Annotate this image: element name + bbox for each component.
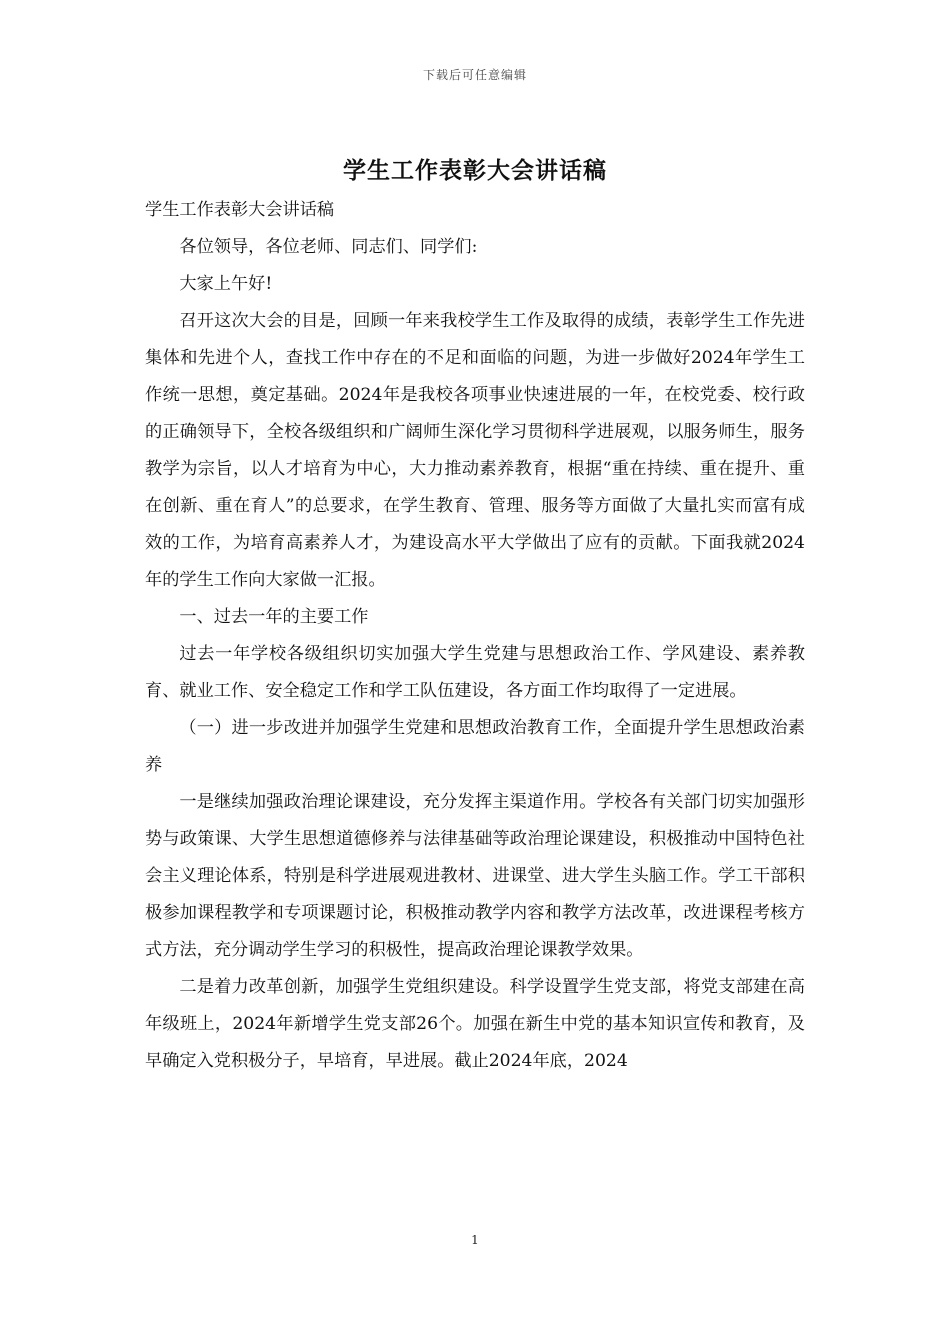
paragraph-salutation: 各位领导，各位老师、同志们、同学们: [179,237,478,257]
paragraph-greeting: 大家上午好! [179,274,273,294]
paragraph-intro: 召开这次大会的目是，回顾一年来我校学生工作及取得的成绩，表彰学生工作先进集体和先进个人，查找工作中存在的不足和面临的问题，为进一步做好2024年学生工作统一思想，奠定基础。2024年是我校各项事业快速进展的一年，在校党委、校行政的正确领导下，全校各级组织和广阔师生深化学习贯彻科学进展观，以服务师生，服务教学为宗旨，以人才培育为中心，大力推动素养教育，根据“重在持续、重在提升、重在创新、重在育人”的总要求，在学生教育、管理、服务等方面做了大量扎实而富有成效的工作，为培育高素养人才，为建设高水平大学做出了应有的贡献。下面我就2024年的学生工作向大家做一汇报。 [145,311,805,590]
subsection-heading-party-building: （一）进一步改进并加强学生党建和思想政治教育工作，全面提升学生思想政治素养 [145,718,805,775]
section-heading-main-work: 一、过去一年的主要工作 [179,607,369,627]
paragraph-point-one: 一是继续加强政治理论课建设，充分发挥主渠道作用。学校各有关部门切实加强形势与政策课、大学生思想道德修养与法律基础等政治理论课建设，积极推动中国特色社会主义理论体系，特别是科学进展观进教材、进课堂、进大学生头脑工作。学工干部积极参加课程教学和专项课题讨论，积极推动教学内容和教学方法改革，改进课程考核方式方法，充分调动学生学习的积极性，提高政治理论课教学效果。 [145,792,805,960]
page-header-note: 下载后可任意编辑 [422,68,527,82]
paragraph-point-two: 二是着力改革创新，加强学生党组织建设。科学设置学生党支部，将党支部建在高年级班上，2024年新增学生党支部26个。加强在新生中党的基本知识宣传和教育，及早确定入党积极分子，早培育，早进展。截止2024年底，2024 [145,977,805,1071]
document-title: 学生工作表彰大会讲话稿 [343,157,607,184]
page-number: 1 [471,1233,479,1247]
paragraph-overview: 过去一年学校各级组织切实加强大学生党建与思想政治工作、学风建设、素养教育、就业工作、安全稳定工作和学工队伍建设，各方面工作均取得了一定进展。 [145,644,805,701]
document-body [145,192,805,1080]
paragraph-subtitle: 学生工作表彰大会讲话稿 [145,200,335,220]
